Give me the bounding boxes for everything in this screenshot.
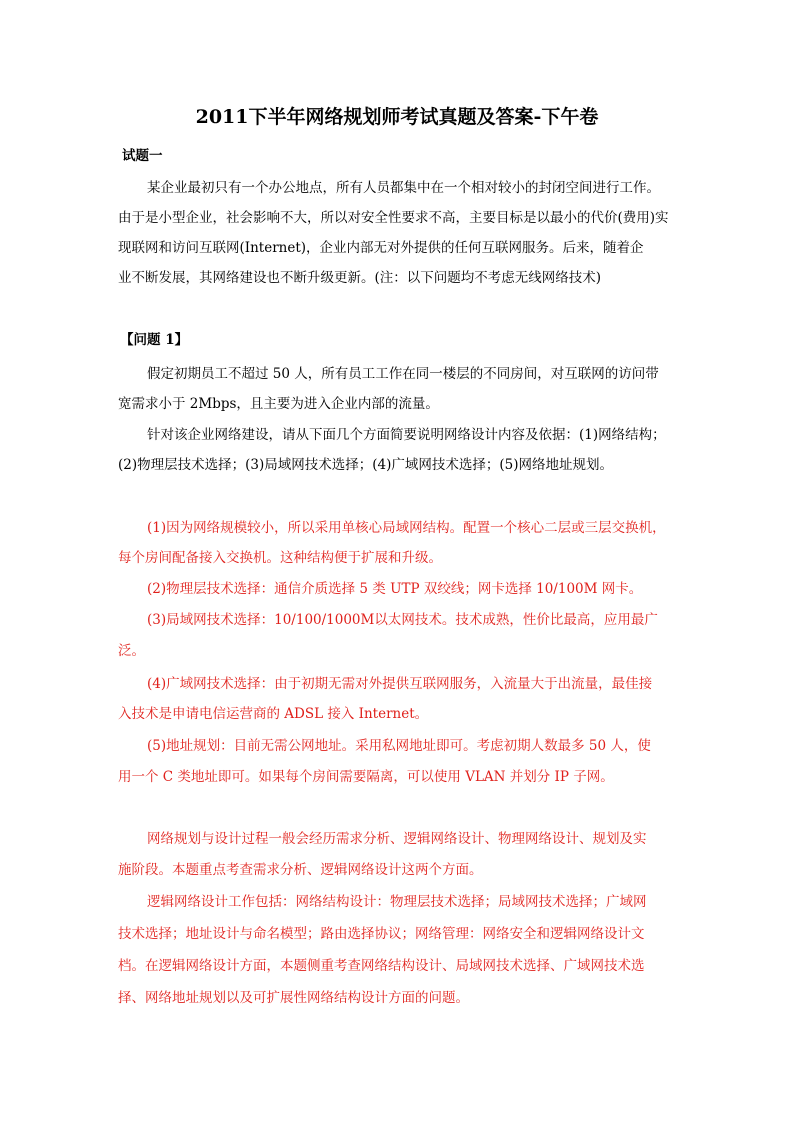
answer-line: 用一个 C 类地址即可。如果每个房间需要隔离，可以使用 VLAN 并划分 IP 子网。 (118, 769, 614, 785)
question-heading: 【问题 1】 (120, 332, 189, 348)
intro-line: 业不断发展，其网络建设也不断升级更新。(注：以下问题均不考虑无线网络技术) (118, 270, 602, 286)
answer-line: 入技术是申请电信运营商的 ADSL 接入 Internet。 (118, 706, 429, 722)
analysis-line: 技术选择；地址设计与命名模型；路由选择协议；网络管理：网络安全和逻辑网络设计文 (118, 926, 645, 942)
analysis-line: 择、网络地址规划以及可扩展性网络结构设计方面的问题。 (118, 990, 469, 1006)
question-line: 假定初期员工不超过 50 人，所有员工工作在同一楼层的不同房间，对互联网的访问带 (147, 366, 659, 382)
question-line: 宽需求小于 2Mbps，且主要为进入企业内部的流量。 (118, 396, 439, 412)
analysis-line: 档。在逻辑网络设计方面，本题侧重考查网络结构设计、局域网技术选择、广域网技术选 (118, 958, 645, 974)
answer-line: 每个房间配备接入交换机。这种结构便于扩展和升级。 (118, 550, 442, 566)
section-heading: 试题一 (122, 148, 163, 164)
answer-line: (2)物理层技术选择：通信介质选择 5 类 UTP 双绞线；网卡选择 10/100M 网卡。 (147, 581, 643, 597)
answer-line: (5)地址规划：目前无需公网地址。采用私网地址即可。考虑初期人数最多 50 人，使 (147, 738, 651, 754)
answer-line: 泛。 (118, 643, 145, 659)
page-title: 2011下半年网络规划师考试真题及答案-下午卷 (195, 106, 599, 128)
answer-line: (4)广域网技术选择：由于初期无需对外提供互联网服务，入流量大于出流量，最佳接 (147, 676, 653, 692)
intro-line: 某企业最初只有一个办公地点，所有人员都集中在一个相对较小的封闭空间进行工作。 (147, 180, 660, 196)
analysis-line: 逻辑网络设计工作包括：网络结构设计：物理层技术选择；局域网技术选择；广域网 (147, 894, 647, 910)
intro-line: 由于是小型企业，社会影响不大，所以对安全性要求不高，主要目标是以最小的代价(费用)实 (118, 210, 669, 226)
intro-line: 现联网和访问互联网(Internet)，企业内部无对外提供的任何互联网服务。后来，随着企 (118, 240, 644, 256)
question-line: 针对该企业网络建设，请从下面几个方面简要说明网络设计内容及依据：(1)网络结构； (147, 427, 666, 443)
question-line: (2)物理层技术选择；(3)局域网技术选择；(4)广域网技术选择；(5)网络地址规划。 (118, 457, 613, 473)
answer-line: (3)局域网技术选择：10/100/1000M以太网技术。技术成熟，性价比最高，应用最广 (147, 612, 658, 628)
analysis-line: 网络规划与设计过程一般会经历需求分析、逻辑网络设计、物理网络设计、规划及实 (147, 831, 647, 847)
analysis-line: 施阶段。本题重点考查需求分析、逻辑网络设计这两个方面。 (118, 862, 483, 878)
answer-line: (1)因为网络规模较小，所以采用单核心局域网结构。配置一个核心二层或三层交换机， (147, 520, 666, 536)
